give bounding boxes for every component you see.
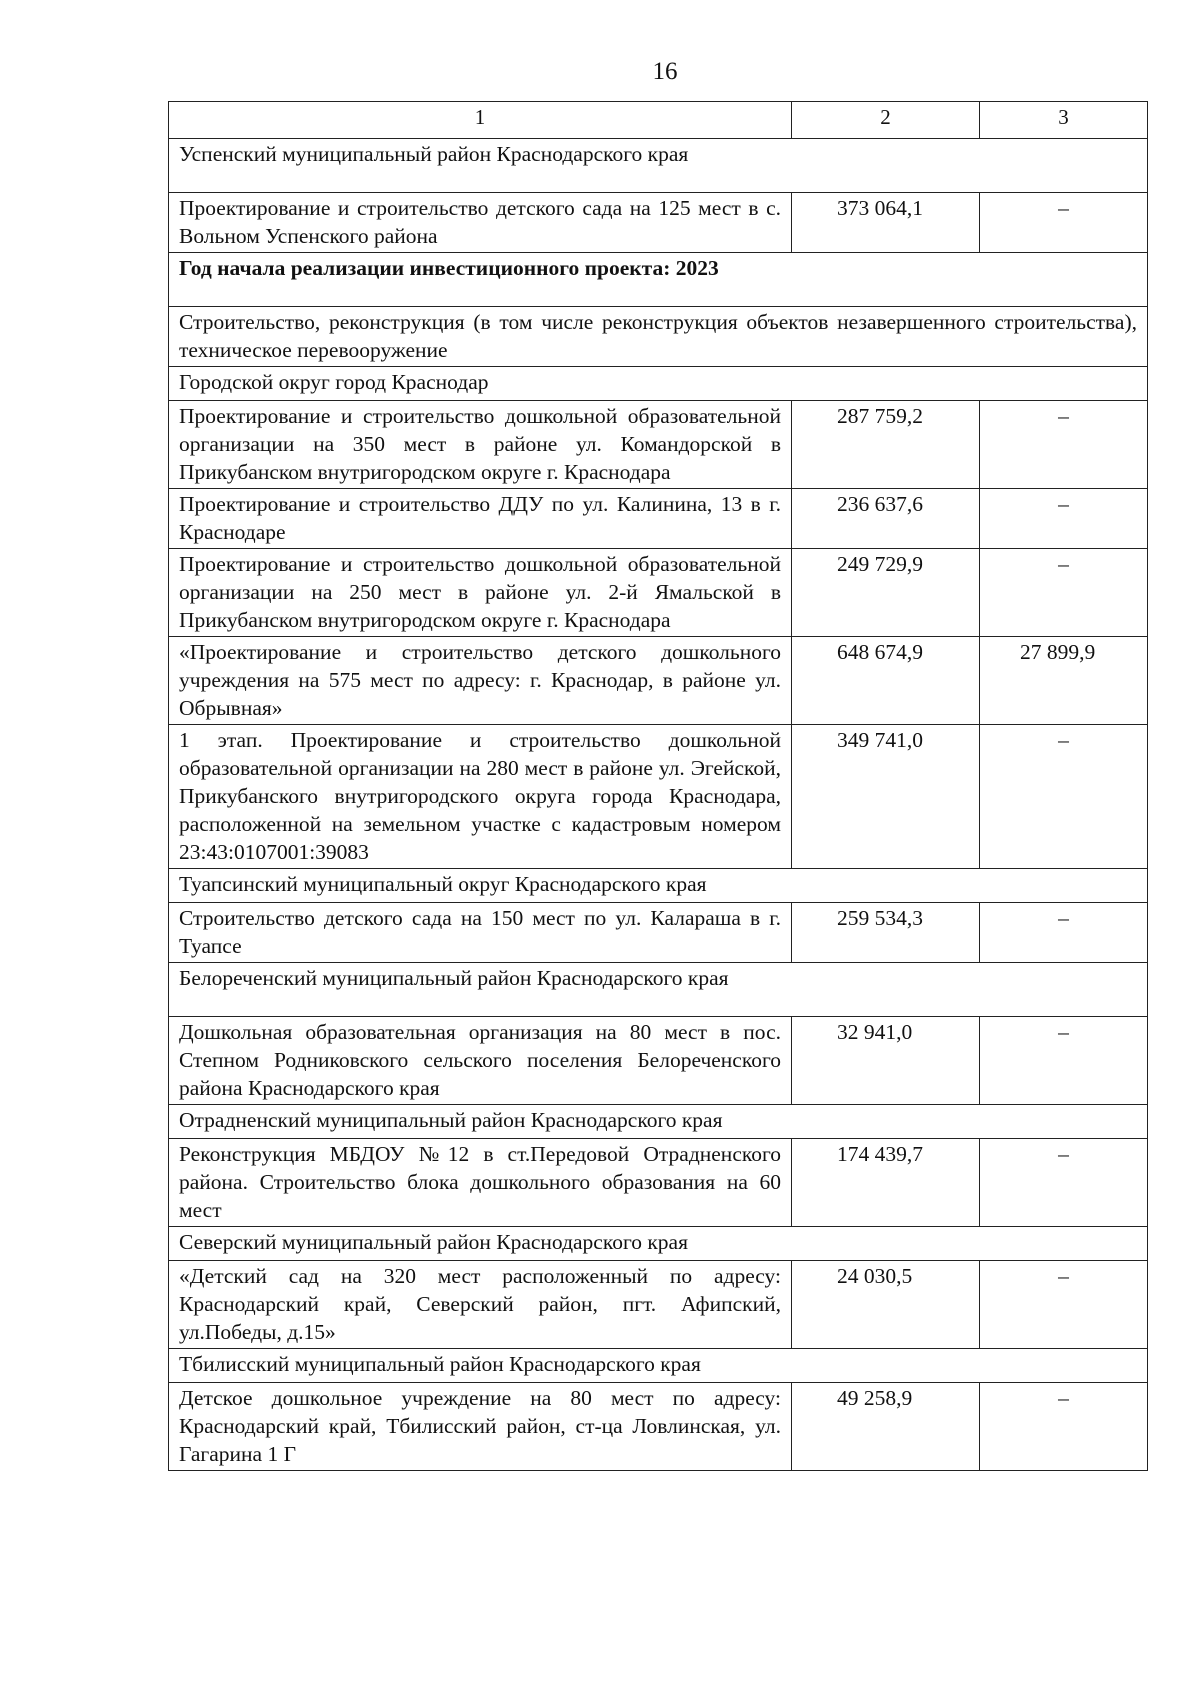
section-row — [169, 963, 1148, 1017]
column-header-1: 1 — [169, 102, 792, 139]
amount-column-3: – — [980, 193, 1148, 253]
amount-column-2: 32 941,0 — [792, 1017, 980, 1105]
amount-column-2: 373 064,1 — [792, 193, 980, 253]
project-description: «Проектирование и строительство детского дошкольного учреждения на 575 мест по адресу: г. Краснодар, в районе ул. Обрывная» — [169, 637, 792, 725]
amount-column-3: – — [980, 1017, 1148, 1105]
amount-column-3: – — [980, 903, 1148, 963]
amount-column-2: 174 439,7 — [792, 1139, 980, 1227]
amount-column-3: – — [980, 725, 1148, 869]
table-row — [169, 1017, 1148, 1105]
amount-column-2: 24 030,5 — [792, 1261, 980, 1349]
table-row — [169, 549, 1148, 637]
section-heading: Успенский муниципальный район Краснодарского края — [169, 139, 1148, 193]
amount-column-3: – — [980, 1261, 1148, 1349]
section-heading: Городской округ город Краснодар — [169, 367, 1148, 401]
project-description: «Детский сад на 320 мест расположенный по адресу: Краснодарский край, Северский район, пгт. Афипский, ул.Победы, д.15» — [169, 1261, 792, 1349]
year-heading-row — [169, 253, 1148, 307]
section-heading: Северский муниципальный район Краснодарского края — [169, 1227, 1148, 1261]
amount-column-2: 349 741,0 — [792, 725, 980, 869]
section-row — [169, 1105, 1148, 1139]
investment-table — [168, 101, 1148, 1471]
project-description: Реконструкция МБДОУ №12 в ст.Передовой Отрадненского района. Строительство блока дошкольного образования на 60 мест — [169, 1139, 792, 1227]
table-row — [169, 637, 1148, 725]
project-description: Дошкольная образовательная организация на 80 мест в пос. Степном Родниковского сельского поселения Белореченского района Краснодарского края — [169, 1017, 792, 1105]
section-heading: Тбилисский муниципальный район Краснодарского края — [169, 1349, 1148, 1383]
table-row — [169, 1139, 1148, 1227]
table-header-row — [169, 102, 1148, 139]
table-row — [169, 725, 1148, 869]
section-row — [169, 307, 1148, 367]
page-number: 16 — [652, 58, 678, 85]
section-row — [169, 1227, 1148, 1261]
amount-column-3: 27 899,9 — [980, 637, 1148, 725]
project-description: Строительство детского сада на 150 мест по ул. Калараша в г. Туапсе — [169, 903, 792, 963]
section-heading: Туапсинский муниципальный округ Краснодарского края — [169, 869, 1148, 903]
section-heading: Отрадненский муниципальный район Краснодарского края — [169, 1105, 1148, 1139]
table-row — [169, 1261, 1148, 1349]
amount-column-3: – — [980, 1383, 1148, 1471]
table-row — [169, 489, 1148, 549]
amount-column-3: – — [980, 1139, 1148, 1227]
section-heading: Строительство, реконструкция (в том числе реконструкция объектов незавершенного строительства), техническое перевооружение — [169, 307, 1148, 367]
column-header-2: 2 — [792, 102, 980, 139]
amount-column-3: – — [980, 401, 1148, 489]
amount-column-2: 287 759,2 — [792, 401, 980, 489]
section-row — [169, 367, 1148, 401]
year-heading: Год начала реализации инвестиционного проекта: 2023 — [169, 253, 1148, 307]
column-header-3: 3 — [980, 102, 1148, 139]
amount-column-3: – — [980, 549, 1148, 637]
project-description: Детское дошкольное учреждение на 80 мест по адресу: Краснодарский край, Тбилисский район, ст-ца Ловлинская, ул. Гагарина 1 Г — [169, 1383, 792, 1471]
section-row — [169, 869, 1148, 903]
project-description: Проектирование и строительство детского сада на 125 мест в с. Вольном Успенского района — [169, 193, 792, 253]
amount-column-3: – — [980, 489, 1148, 549]
table-row — [169, 401, 1148, 489]
table-row — [169, 1383, 1148, 1471]
project-description: Проектирование и строительство дошкольной образовательной организации на 250 мест в районе ул. 2-й Ямальской в Прикубанском внутригородском округе г. Краснодара — [169, 549, 792, 637]
amount-column-2: 236 637,6 — [792, 489, 980, 549]
section-row — [169, 1349, 1148, 1383]
project-description: 1 этап. Проектирование и строительство дошкольной образовательной организации на 280 мест в районе ул. Эгейской, Прикубанского внутригородского округа города Краснодара, расположенной на земельном участке с кадастровым номером 23:43:0107001:39083 — [169, 725, 792, 869]
project-description: Проектирование и строительство ДДУ по ул. Калинина, 13 в г. Краснодаре — [169, 489, 792, 549]
section-row — [169, 139, 1148, 193]
amount-column-2: 249 729,9 — [792, 549, 980, 637]
table-row — [169, 193, 1148, 253]
section-heading: Белореченский муниципальный район Краснодарского края — [169, 963, 1148, 1017]
amount-column-2: 49 258,9 — [792, 1383, 980, 1471]
amount-column-2: 259 534,3 — [792, 903, 980, 963]
project-description: Проектирование и строительство дошкольной образовательной организации на 350 мест в районе ул. Командорской в Прикубанском внутригородском округе г. Краснодара — [169, 401, 792, 489]
table-row — [169, 903, 1148, 963]
amount-column-2: 648 674,9 — [792, 637, 980, 725]
